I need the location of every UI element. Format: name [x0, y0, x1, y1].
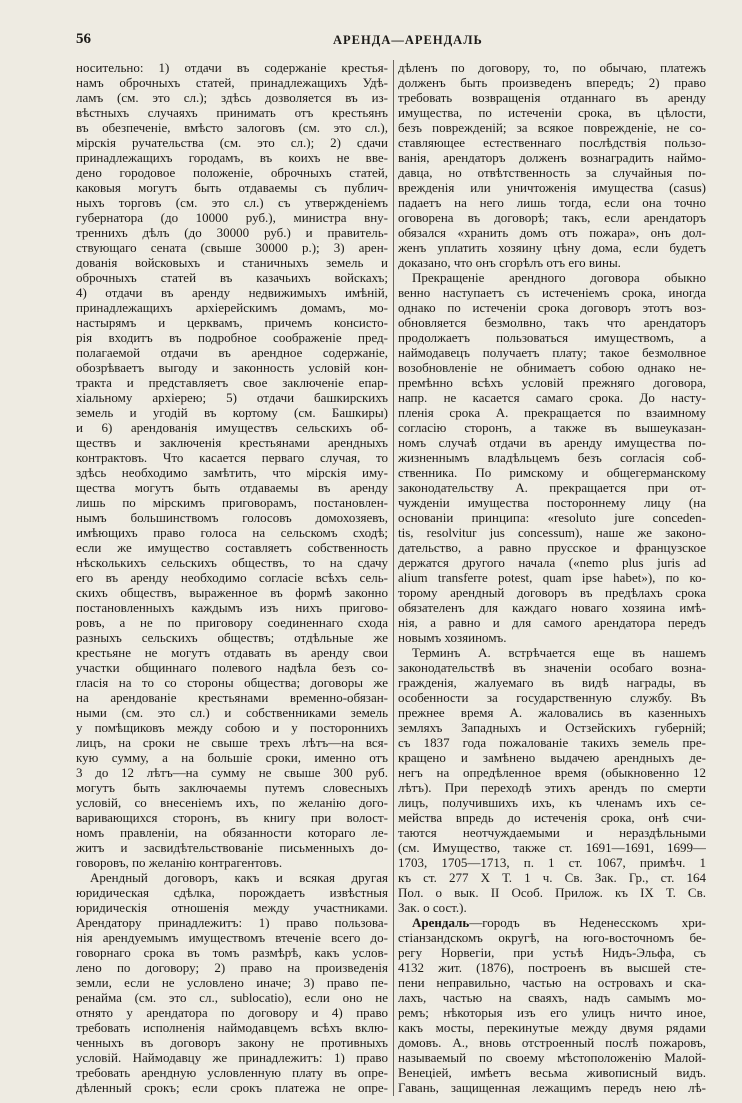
- text-line: обязателенъ для каждаго новаго хозяина имѣ-: [398, 600, 706, 615]
- text-line: вѣстныхъ случаяхъ принимать отъ крестьянъ: [76, 105, 388, 120]
- text-line: пленія срока А. прекращается по взаимному: [398, 405, 706, 420]
- text-line: скихъ обществъ, выраженное въ формѣ законно: [76, 585, 388, 600]
- text-line: ровъ, а не по приговору соединеннаго схода: [76, 615, 388, 630]
- text-line: долженъ быть произведенъ впередъ; 2) право: [398, 75, 706, 90]
- text-line: здѣсь необходимо замѣтить, что мірскія иму-: [76, 465, 388, 480]
- text-line: Арендатору принадлежитъ: 1) право пользова-: [76, 915, 388, 930]
- text-line: женъ уплатить хозяину цѣну дома, если будетъ: [398, 240, 706, 255]
- text-line: согласію сторонъ, а также въ вышеуказан-: [398, 420, 706, 435]
- text-line: земель и угодій въ кортому (см. Башкиры): [76, 405, 388, 420]
- text-line: лѣтъ). При переходѣ этихъ арендъ по смерти: [398, 780, 706, 795]
- text-line: постановленныхъ каждымъ изъ нихъ пригово-: [76, 600, 388, 615]
- text-line: возобновленіе не обнимаетъ собою однако не-: [398, 360, 706, 375]
- paragraph: [398, 60, 706, 270]
- text-line: съ 1837 года пожалованіе такихъ земель пре-: [398, 735, 706, 750]
- paragraph: [398, 915, 706, 1095]
- text-line: въ обезпеченіе, вмѣсто залоговъ (см. это сл.),: [76, 120, 388, 135]
- text-line: премѣнно всѣхъ условій прежняго договора,: [398, 375, 706, 390]
- text-line: земли, если не условлено иначе; 3) право пе-: [76, 975, 388, 990]
- text-line: его въ аренду необходимо согласіе всѣхъ сель-: [76, 570, 388, 585]
- text-line: мейства впредь до истеченія срока, онѣ счи-: [398, 810, 706, 825]
- text-line: ществъ и заключенія крестьянами арендныхъ: [76, 435, 388, 450]
- text-line: какъ мосты, перекинутые между двумя рядами: [398, 1020, 706, 1035]
- text-line: безъ поврежденій; за всякое поврежденіе, не со-: [398, 120, 706, 135]
- text-line: номъ случаѣ отдачи въ аренду имущества по-: [398, 435, 706, 450]
- text-line: ными (см. это сл.) и собственниками земель: [76, 705, 388, 720]
- paragraph: [398, 270, 706, 645]
- text-line: новымъ хозяиномъ.: [398, 630, 507, 645]
- column-rule: [393, 60, 394, 1096]
- text-line: треннихъ дѣлъ (до 30000 руб.) и правитель-: [76, 225, 388, 240]
- text-line: нія, а равно и для самого арендатора передъ: [398, 615, 706, 630]
- text-line: дательство, а равно прусское и французское: [398, 540, 706, 555]
- text-line: дѣленный срокъ; если срокъ платежа не опре-: [76, 1080, 388, 1095]
- text-line: полагаемой отдачи въ арендное содержаніе,: [76, 345, 388, 360]
- text-line: губернатора (до 10000 руб.), министра вну-: [76, 210, 388, 225]
- text-line: лишь по мірскимъ приговорамъ, постановлен-: [76, 495, 388, 510]
- text-line: щества могутъ быть отдаваемы въ аренду: [76, 480, 388, 495]
- text-line: варивающихся сторонъ, въ книгу при волост-: [76, 810, 388, 825]
- paragraph: [76, 870, 388, 1095]
- text-line: дѣленъ по договору, то, по обычаю, платежъ: [398, 60, 706, 75]
- text-line: ставляющее естественнаго послѣдствія пользо-: [398, 135, 706, 150]
- text-line: 1703, 1705—1713, п. 1 ст. 1067, примѣч. 1: [398, 855, 706, 870]
- text-line: нія арендуемымъ имуществомъ втеченіе всего до-: [76, 930, 388, 945]
- paragraph: [398, 645, 706, 915]
- text-line: (см. Имущество, также ст. 1691—1691, 1699—: [398, 840, 706, 855]
- text-line: носительно: 1) отдачи въ содержаніе крестья-: [76, 60, 388, 75]
- text-line: юридическая сдѣлка, порождаетъ извѣстныя: [76, 885, 388, 900]
- text-line: жизненнымъ владѣльцемъ безъ согласія соб-: [398, 450, 706, 465]
- text-line: контрактовъ. Что касается перваго случая, то: [76, 450, 388, 465]
- text-line: тракта и представляетъ свое заключеніе епар-: [76, 375, 388, 390]
- text-line: давца, но отвѣтственность за случайныя по-: [398, 165, 706, 180]
- page-number: 56: [76, 31, 91, 47]
- text-line: доказано, что онъ сгорѣлъ отъ его вины.: [398, 255, 621, 270]
- text-line: падаетъ на него лишь тогда, если она точно: [398, 195, 706, 210]
- text-line: хіальному архіерею; 5) отдачи башкирскихъ: [76, 390, 388, 405]
- headword: Арендаль: [412, 915, 470, 930]
- text-line: стіанзандскомъ округѣ, на юго-восточномъ бе-: [398, 930, 706, 945]
- text-line: торому арендный договоръ въ предѣлахъ срока: [398, 585, 706, 600]
- text-line: законодательству А. прекращается при от-: [398, 480, 706, 495]
- text-line: участки общиннаго полевого надѣла безъ со-: [76, 660, 388, 675]
- text-line: дено городовое положеніе, оброчныхъ статей,: [76, 165, 388, 180]
- text-line: принадлежащихъ городамъ, въ коихъ не вве-: [76, 150, 388, 165]
- text-line: каковыя могутъ быть отдаваемы съ публич-: [76, 180, 388, 195]
- text-line: номъ правленіи, на обязанности котораго ле-: [76, 825, 388, 840]
- text-line: нѣсколькихъ сельскихъ обществъ, то на сдачу: [76, 555, 388, 570]
- text-line: 4) отдачи въ аренду недвижимыхъ имѣній,: [76, 285, 388, 300]
- text-line: Гавань, защищенная лежащимъ передъ нею лѣ-: [398, 1080, 706, 1095]
- text-line: житъ и засвидѣтельствованіе письменныхъ до-: [76, 840, 388, 855]
- text-line: на арендованіе крестьянами временно-обязан-: [76, 690, 388, 705]
- text-line: требовать исполненія наймодавцемъ всѣхъ вклю-: [76, 1020, 388, 1035]
- text-line: лицъ, на сроки не свыше трехъ лѣтъ—на вся-: [76, 735, 388, 750]
- text-line: требовать арендную условленную плату въ опре-: [76, 1065, 388, 1080]
- text-line: обозрѣваетъ выгоду и законность условій кон-: [76, 360, 388, 375]
- text-line: могутъ быть заключаемы путемъ словесныхъ: [76, 780, 388, 795]
- text-line: принадлежащихъ архіерейскимъ домамъ, мо-: [76, 300, 388, 315]
- text-line: негъ на опредѣленное время (обыкновенно 12: [398, 765, 706, 780]
- text-line: лахъ, частью на сваяхъ, надъ самымъ мо-: [398, 990, 706, 1005]
- text-line: Зак. о сост.).: [398, 900, 467, 915]
- headword-text: —городъ въ Неденесскомъ хри-: [469, 915, 706, 930]
- text-line: ламъ (см. это сл.); здѣсь дозволяется въ из-: [76, 90, 388, 105]
- text-line: ванія, арендаторъ долженъ вознаградить наймо-: [398, 150, 706, 165]
- text-line: лено по договору; 2) право на произведенія: [76, 960, 388, 975]
- text-line: если же имущество составляетъ собственность: [76, 540, 388, 555]
- text-line: настырямъ и церквамъ, причемъ консисто-: [76, 315, 388, 330]
- text-line: 4132 жит. (1876), построенъ въ высшей сте-: [398, 960, 706, 975]
- text-line: tis, resolvitur jus concessum), наше же законо-: [398, 525, 706, 540]
- text-line: однако по истеченіи срока договоръ этотъ воз-: [398, 300, 706, 315]
- text-line: у помѣщиковъ между собою и у постороннихъ: [76, 720, 388, 735]
- text-line: обязался «хранить домъ отъ пожара», онъ дол-: [398, 225, 706, 240]
- text-line: юридическія отношенія между участниками.: [76, 900, 388, 915]
- text-line: называемый по своему мѣстоположенію Малой-: [398, 1050, 706, 1065]
- text-line: нымъ большинствомъ голосовъ домохозяевъ,: [76, 510, 388, 525]
- text-line: Венеціей, имѣетъ весьма живописный видъ.: [398, 1065, 706, 1080]
- text-line: отнято у арендатора по договору и 4) право: [76, 1005, 388, 1020]
- text-line: требовать возвращенія отданнаго въ аренду: [398, 90, 706, 105]
- text-line: условій, со внесеніемъ ихъ, по желанію дого-: [76, 795, 388, 810]
- left-column: [76, 60, 388, 1095]
- text-line: къ ст. 277 X Т. 1 ч. Св. Зак. Гр., ст. 164: [398, 870, 706, 885]
- text-line: говорнаго срока въ томъ размѣрѣ, какъ услов-: [76, 945, 388, 960]
- text-line: 3 до 12 лѣтъ—на сумму не свыше 300 руб.: [76, 765, 388, 780]
- text-line: основаніи принципа: «resoluto jure conceden-: [398, 510, 706, 525]
- text-line: оброчныхъ статей въ казачьихъ войскахъ;: [76, 270, 388, 285]
- text-line: гражденія, жалуемаго въ видѣ награды, въ: [398, 675, 706, 690]
- text-line: ствующаго сената (свыше 30000 р.); 3) арен-: [76, 240, 388, 255]
- text-line: особенности за государственную службу. Въ: [398, 690, 706, 705]
- text-line: условій. Наймодавцу же принадлежитъ: 1) право: [76, 1050, 388, 1065]
- text-line: крестьяне не могутъ отдавать въ аренду свои: [76, 645, 388, 660]
- text-line: alium transferre potest, quam ipse habet»), по ко-: [398, 570, 706, 585]
- text-line: таются неотчуждаемыми и нераздѣльными: [398, 825, 706, 840]
- text-line: пени неправильно, частью на островахъ и ска-: [398, 975, 706, 990]
- text-line: имущества, по истеченіи срока, въ цѣлости,: [398, 105, 706, 120]
- text-line: кращено и замѣнено выдачею арендныхъ де-: [398, 750, 706, 765]
- text-line: напр. не касается самаго срока. До насту-: [398, 390, 706, 405]
- text-line: Арендный договоръ, какъ и всякая другая: [90, 870, 388, 885]
- text-line: законодательствѣ въ значеніи особаго возна-: [398, 660, 706, 675]
- text-line: Прекращеніе арендного договора обыкно: [412, 270, 706, 285]
- text-line: мірскія ручательства (см. это сл.); 2) сдачи: [76, 135, 388, 150]
- text-line: кую сумму, а на большіе сроки, именно отъ: [76, 750, 388, 765]
- text-line: держатся другого начала («nemo plus juris ad: [398, 555, 706, 570]
- text-line: домовъ. А., вновь отстроенный послѣ пожаровъ,: [398, 1035, 706, 1050]
- text-line: обновляется безмолвно, такъ что арендаторъ: [398, 315, 706, 330]
- text-line: земляхъ Западныхъ и Остзейскихъ губерній;: [398, 720, 706, 735]
- text-line: врежденія или уничтоженія имущества (casus): [398, 180, 706, 195]
- text-line: чужденіи имущества постороннему лицу (на: [398, 495, 706, 510]
- text-line: лицъ, получившихъ ихъ, къ членамъ ихъ се-: [398, 795, 706, 810]
- text-line: ныхъ торговъ (см. это сл.) съ утвержденіемъ: [76, 195, 388, 210]
- text-line: прежнее время А. жаловались въ казенныхъ: [398, 705, 706, 720]
- text-line: продолжаетъ пользоваться имуществомъ, а: [398, 330, 706, 345]
- paragraph: [76, 60, 388, 870]
- text-line: Терминъ А. встрѣчается еще въ нашемъ: [412, 645, 706, 660]
- text-line: говоровъ, по желанію контрагентовъ.: [76, 855, 283, 870]
- text-line: венно наступаетъ съ истеченіемъ срока, иногда: [398, 285, 706, 300]
- text-line: имѣющихъ право голоса на сельскомъ сходѣ;: [76, 525, 388, 540]
- text-line: дованія войсковыхъ и станичныхъ земель и: [76, 255, 388, 270]
- text-line: наймодавецъ получаетъ плату; такое безмолвное: [398, 345, 706, 360]
- text-line: разныхъ сельскихъ обществъ; отдѣльные же: [76, 630, 388, 645]
- text-line: ремъ; нѣкоторыя изъ его улицъ ничто иное,: [398, 1005, 706, 1020]
- text-line: ственника. По римскому и общегерманскому: [398, 465, 706, 480]
- text-line: и 6) арендованія имуществъ сельскихъ об-: [76, 420, 388, 435]
- text-line: ченныхъ въ договоръ закону не противныхъ: [76, 1035, 388, 1050]
- text-line: ренайма (см. это сл., sublocatio), если оно не: [76, 990, 388, 1005]
- text-line: намъ оброчныхъ статей, принадлежащихъ Удѣ-: [76, 75, 388, 90]
- text-line: рія входитъ въ подробное соображеніе пред-: [76, 330, 388, 345]
- text-line: оговорена въ договорѣ; такъ, если арендаторъ: [398, 210, 706, 225]
- running-head: АРЕНДА—АРЕНДАЛЬ: [333, 33, 483, 47]
- text-line: гласія на то со стороны общества; договоры же: [76, 675, 388, 690]
- text-line: Пол. о вык. II Особ. Прилож. къ IX Т. Св.: [398, 885, 706, 900]
- right-column: [398, 60, 706, 1095]
- text-line: [398, 915, 706, 930]
- text-line: регу Норвегіи, при устьѣ Нидъ-Эльфа, съ: [398, 945, 706, 960]
